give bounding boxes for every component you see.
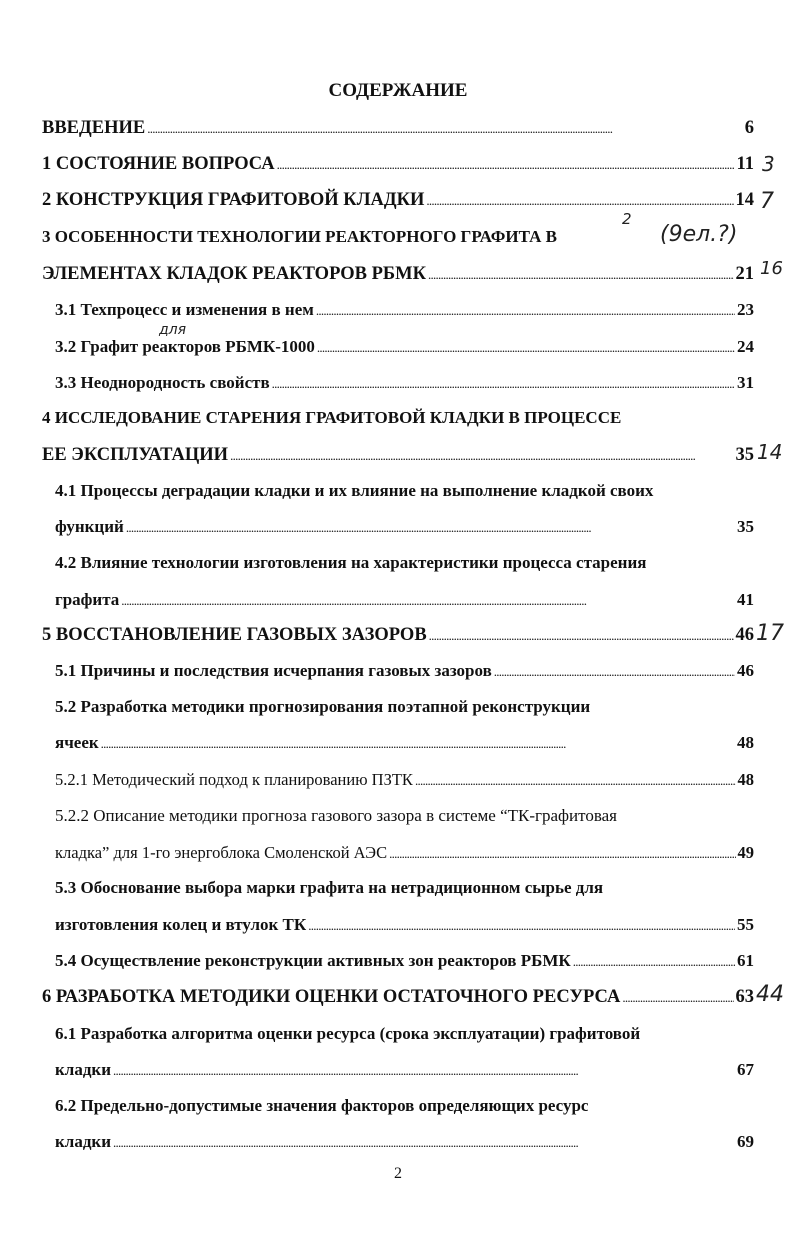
handwritten-note: 44 [756, 982, 784, 1007]
toc-leader [101, 736, 735, 752]
toc-entry-5-2-2-line1: 5.2.2 Описание методики прогноза газового зазора в системе “ТК-графитовая [55, 806, 618, 825]
toc-text: кладки [55, 1132, 112, 1151]
toc-entry-4-2-line1: 4.2 Влияние технологии изготовления на характеристики процесса старения [55, 553, 647, 572]
toc-text: изготовления колец и втулок ТК [55, 915, 307, 934]
toc-page: 35 [737, 517, 754, 536]
toc-entry-intro [42, 118, 754, 139]
toc-leader [389, 846, 735, 862]
toc-leader [429, 628, 734, 644]
toc-entry-5-3 [55, 915, 754, 935]
toc-entry-2 [42, 190, 754, 211]
toc-text: ячеек [55, 733, 99, 752]
toc-text: 3.3 Неоднородность свойств [55, 373, 270, 392]
toc-text: 5.1 Причины и последствия исчерпания газовых зазоров [55, 661, 492, 680]
handwritten-note: 17 [756, 621, 784, 646]
toc-leader [415, 773, 736, 789]
toc-text: 1 СОСТОЯНИЕ ВОПРОСА [42, 154, 275, 174]
toc-entry-5-3-line1: 5.3 Обоснование выбора марки графита на нетрадиционном сырье для [55, 878, 604, 897]
toc-text: 5 ВОССТАНОВЛЕНИЕ ГАЗОВЫХ ЗАЗОРОВ [42, 625, 427, 645]
toc-leader [316, 303, 735, 319]
handwritten-note: (9ел.?) [660, 222, 738, 247]
toc-entry-6-1 [55, 1060, 754, 1080]
toc-page: 31 [737, 373, 754, 392]
toc-text: кладка” для 1-го энергоблока Смоленской АЭС [55, 843, 388, 862]
toc-leader [272, 376, 735, 392]
toc-entry-5-2 [55, 733, 754, 753]
toc-page: 6 [744, 118, 754, 138]
toc-entry-5-2-1 [55, 770, 754, 790]
toc-page: 67 [737, 1060, 754, 1079]
toc-text: 5.4 Осуществление реконструкции активных зон реакторов РБМК [55, 951, 571, 970]
toc-leader [126, 520, 735, 536]
toc-text: 6 РАЗРАБОТКА МЕТОДИКИ ОЦЕНКИ ОСТАТОЧНОГО РЕСУРСА [42, 987, 621, 1007]
handwritten-note: 16 [760, 258, 783, 279]
toc-page: 49 [737, 843, 754, 862]
toc-text: 3.2 Графит реакторов РБМК-1000 [55, 337, 315, 356]
toc-page: 48 [737, 770, 754, 789]
toc-page: 35 [735, 445, 754, 465]
toc-entry-6-2-line1: 6.2 Предельно-допустимые значения факторов определяющих ресурс [55, 1096, 589, 1115]
toc-page: 61 [737, 951, 754, 970]
toc-entry-4-1-line1: 4.1 Процессы деградации кладки и их влияние на выполнение кладкой своих [55, 481, 654, 500]
toc-entry-5-2-line1: 5.2 Разработка методики прогнозирования поэтапной реконструкции [55, 697, 591, 716]
toc-page: 24 [737, 337, 754, 356]
toc-leader [573, 954, 735, 970]
toc-entry-5-2-2 [55, 843, 754, 863]
toc-entry-5 [42, 625, 754, 646]
toc-entry-4 [42, 445, 754, 466]
page-title: СОДЕРЖАНИЕ [328, 80, 468, 101]
toc-text: ВВЕДЕНИЕ [42, 118, 146, 138]
toc-page: 14 [735, 190, 754, 210]
toc-entry-6-2 [55, 1132, 754, 1152]
toc-text: ЭЛЕМЕНТАХ КЛАДОК РЕАКТОРОВ РБМК [42, 264, 427, 284]
toc-leader [426, 193, 733, 209]
toc-leader [317, 340, 735, 356]
toc-leader [277, 157, 735, 173]
toc-page: 23 [737, 300, 754, 319]
toc-text: кладки [55, 1060, 112, 1079]
toc-entry-3-3 [55, 373, 754, 393]
handwritten-note: для [159, 322, 187, 338]
toc-page: 55 [737, 915, 754, 934]
page-number: 2 [394, 1165, 402, 1182]
handwritten-note: 2 [622, 210, 632, 228]
toc-page: 48 [737, 733, 754, 752]
toc-leader [113, 1063, 735, 1079]
toc-leader [113, 1135, 735, 1151]
toc-entry-6-1-line1: 6.1 Разработка алгоритма оценки ресурса (срока эксплуатации) графитовой [55, 1024, 641, 1043]
toc-leader [147, 121, 743, 137]
toc-entry-3-1 [55, 300, 754, 320]
handwritten-note: 7 [760, 189, 774, 214]
toc-leader [622, 990, 733, 1006]
toc-page: 69 [737, 1132, 754, 1151]
toc-entry-5-4 [55, 951, 754, 971]
toc-entry-3-2 [55, 337, 754, 357]
toc-leader [308, 918, 735, 934]
toc-entry-3 [42, 264, 754, 285]
toc-page: 46 [735, 625, 754, 645]
toc-leader [428, 267, 733, 283]
toc-text: ЕЕ ЭКСПЛУАТАЦИИ [42, 445, 229, 465]
toc-leader [230, 448, 733, 464]
toc-page: 21 [735, 264, 754, 284]
toc-text: 3.1 Техпроцесс и изменения в нем [55, 300, 314, 319]
toc-text: 2 КОНСТРУКЦИЯ ГРАФИТОВОЙ КЛАДКИ [42, 190, 425, 210]
toc-page: 63 [735, 987, 754, 1007]
handwritten-note: 14 [757, 440, 783, 464]
toc-leader [494, 664, 735, 680]
toc-text: функций [55, 517, 124, 536]
toc-entry-1 [42, 154, 754, 175]
toc-entry-4-line1: 4 ИССЛЕДОВАНИЕ СТАРЕНИЯ ГРАФИТОВОЙ КЛАДКИ В ПРОЦЕССЕ [42, 408, 622, 427]
toc-entry-6 [42, 987, 754, 1008]
toc-leader [121, 593, 735, 609]
toc-entry-5-1 [55, 661, 754, 681]
toc-entry-3-line1: 3 ОСОБЕННОСТИ ТЕХНОЛОГИИ РЕАКТОРНОГО ГРАФИТА В [42, 227, 557, 246]
handwritten-note: 3 [762, 152, 775, 176]
toc-page: 46 [737, 661, 754, 680]
toc-page: 11 [736, 154, 754, 174]
toc-entry-4-2 [55, 590, 754, 610]
toc-text: графита [55, 590, 120, 609]
toc-entry-4-1 [55, 517, 754, 537]
toc-page: 41 [737, 590, 754, 609]
toc-text: 5.2.1 Методический подход к планированию ПЗТК [55, 770, 413, 789]
